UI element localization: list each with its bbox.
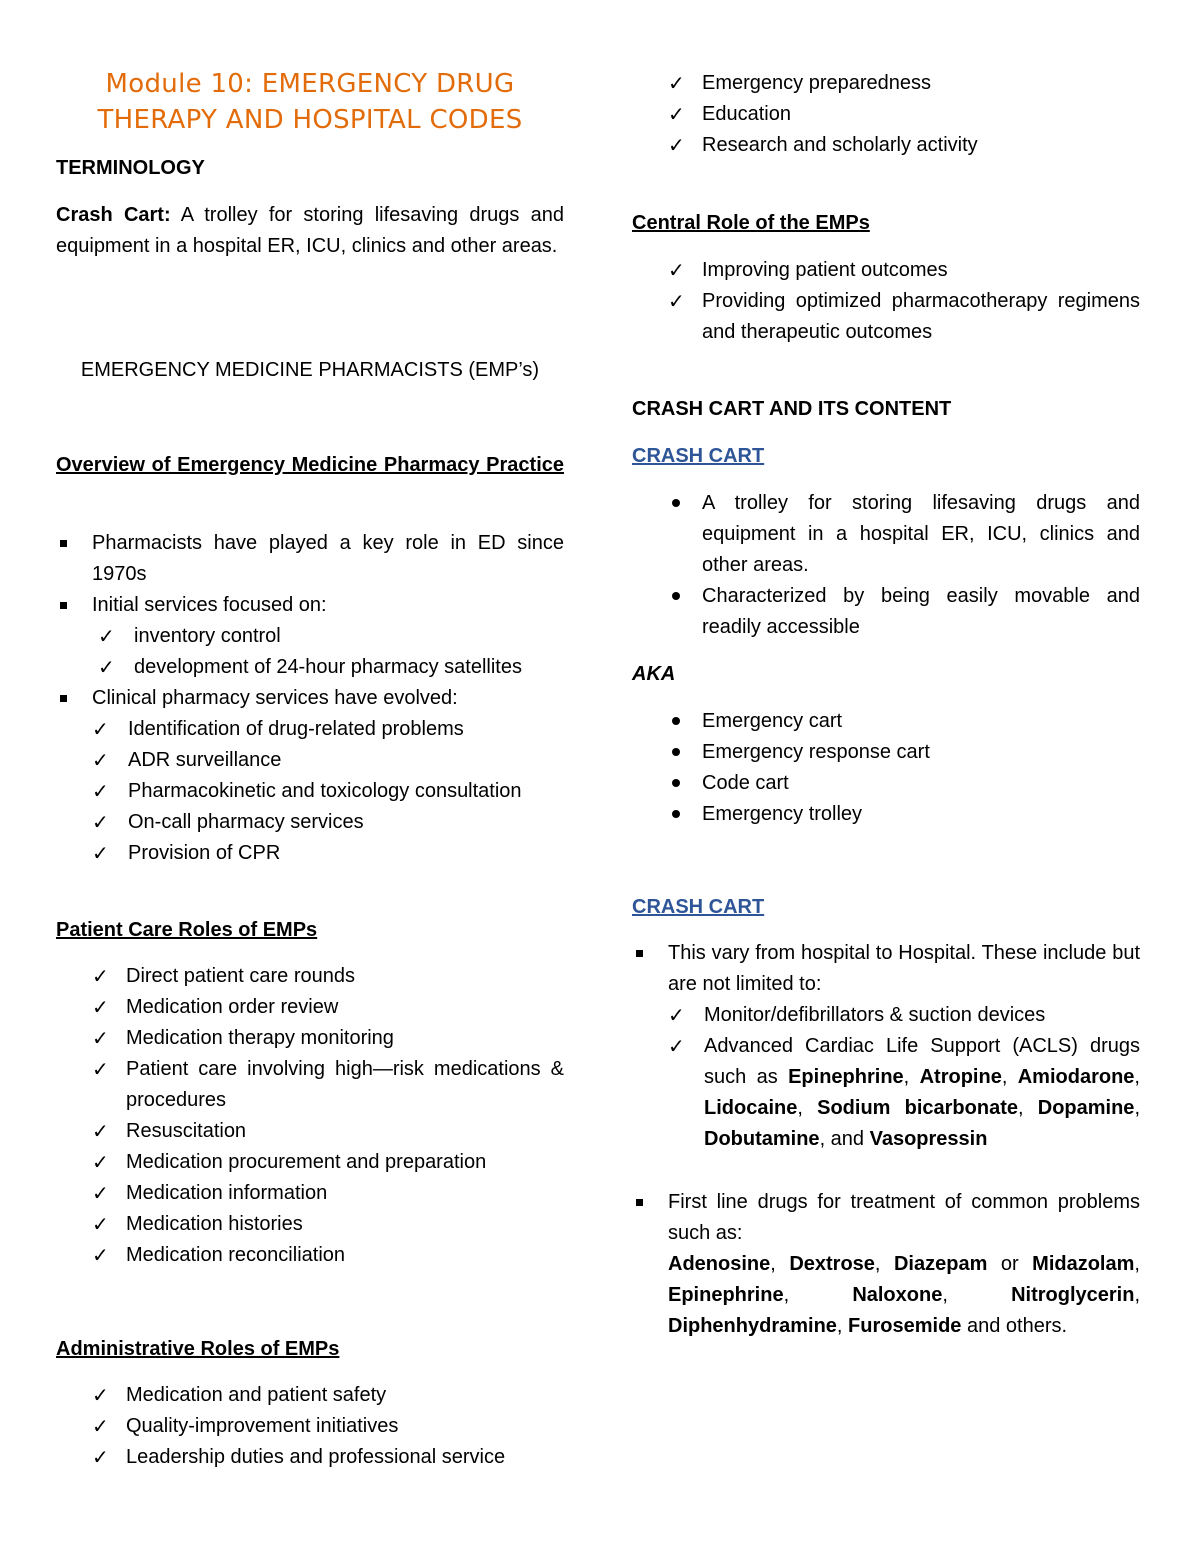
list-item: Initial services focused on: ✓ inventory control ✓ development of 24-hour pharmacy satellites xyxy=(56,590,564,683)
list-item: ✓ Improving patient outcomes xyxy=(632,255,1140,286)
crash-cart-content-heading: CRASH CART AND ITS CONTENT xyxy=(632,398,952,420)
dot-bullet-icon xyxy=(672,592,680,600)
list-item: ✓ On-call pharmacy services xyxy=(92,807,564,838)
dot-bullet-icon xyxy=(672,810,680,818)
list-item: ✓ Emergency preparedness xyxy=(632,68,1140,99)
check-icon: ✓ xyxy=(92,779,109,803)
check-icon: ✓ xyxy=(92,1150,109,1174)
list-item: Emergency cart xyxy=(632,706,1140,737)
list-item: ✓ development of 24-hour pharmacy satellites xyxy=(92,652,564,683)
check-icon: ✓ xyxy=(668,258,685,282)
square-bullet-icon xyxy=(60,602,67,609)
crash-cart-term: Crash Cart: xyxy=(56,204,171,226)
crash-cart-def-text: A trolley for storing lifesaving drugs and equipment in a hospital ER, ICU, clinics and other areas. xyxy=(56,204,564,257)
check-icon: ✓ xyxy=(92,717,109,741)
central-role-heading: Central Role of the EMPs xyxy=(632,212,870,234)
emp-heading: EMERGENCY MEDICINE PHARMACISTS (EMP’s) xyxy=(80,359,540,381)
dot-bullet-icon xyxy=(672,748,680,756)
patient-care-list xyxy=(56,961,564,1271)
list-item: Pharmacists have played a key role in ED since 1970s xyxy=(56,528,564,590)
check-icon: ✓ xyxy=(92,841,109,865)
list-item: ✓ Identification of drug-related problems xyxy=(92,714,564,745)
list-item: ✓ Resuscitation xyxy=(56,1116,564,1147)
list-item: ✓ Quality-improvement initiatives xyxy=(56,1411,564,1442)
list-item: Emergency response cart xyxy=(632,737,1140,768)
list-item: Code cart xyxy=(632,768,1140,799)
list-item: ✓ ADR surveillance xyxy=(92,745,564,776)
list-item: Characterized by being easily movable and readily accessible xyxy=(632,581,1140,643)
dot-bullet-icon xyxy=(672,779,680,787)
check-icon: ✓ xyxy=(92,1383,109,1407)
crash-cart-list xyxy=(632,488,1140,643)
list-item: ✓ Direct patient care rounds xyxy=(56,961,564,992)
admin-list xyxy=(56,1380,564,1473)
check-icon: ✓ xyxy=(92,1445,109,1469)
list-item: ✓ Medication procurement and preparation xyxy=(56,1147,564,1178)
aka-heading: AKA xyxy=(632,663,676,685)
check-icon: ✓ xyxy=(92,1119,109,1143)
square-bullet-icon xyxy=(636,1199,643,1206)
list-item: ✓ Medication and patient safety xyxy=(56,1380,564,1411)
list-item: ✓ Patient care involving high—risk medications & procedures xyxy=(56,1054,564,1116)
central-role-list xyxy=(632,255,1140,348)
overview-list xyxy=(56,528,564,869)
terminology-heading: TERMINOLOGY xyxy=(56,157,205,179)
patient-care-heading: Patient Care Roles of EMPs xyxy=(56,919,318,941)
check-icon: ✓ xyxy=(98,655,115,679)
list-item: ✓ Research and scholarly activity xyxy=(632,130,1140,161)
overview-heading xyxy=(56,450,564,481)
dot-bullet-icon xyxy=(672,499,680,507)
check-icon: ✓ xyxy=(668,289,685,313)
list-item: ✓ Leadership duties and professional service xyxy=(56,1442,564,1473)
crash-cart-definition xyxy=(56,200,564,262)
check-icon: ✓ xyxy=(92,1181,109,1205)
list-item: ✓ Medication reconciliation xyxy=(56,1240,564,1271)
square-bullet-icon xyxy=(60,695,67,702)
list-item: Clinical pharmacy services have evolved: ✓ Identification of drug-related problems ✓ ADR surveillance ✓ Pharmacokinetic and toxicology consultation ✓ On-call pharmacy services ✓ Provision of CPR xyxy=(56,683,564,869)
list-item: ✓ Monitor/defibrillators & suction devices xyxy=(668,1000,1140,1031)
list-item: ✓ Medication therapy monitoring xyxy=(56,1023,564,1054)
check-icon: ✓ xyxy=(668,102,685,126)
list-item: ✓ Advanced Cardiac Life Support (ACLS) drugs such as Epinephrine, Atropine, Amiodarone, Lidocaine, Sodium bicarbonate, Dopamine, Dobutamine, and Vasopressin xyxy=(668,1031,1140,1155)
list-item: ✓ Medication order review xyxy=(56,992,564,1023)
square-bullet-icon xyxy=(60,540,67,547)
list-item: ✓ Education xyxy=(632,99,1140,130)
list-item: ✓ inventory control xyxy=(92,621,564,652)
crash-cart-heading-2: CRASH CART xyxy=(632,896,765,918)
check-icon: ✓ xyxy=(92,995,109,1019)
crash-cart-content-list xyxy=(632,938,1140,1155)
list-item: ✓ Medication information xyxy=(56,1178,564,1209)
check-icon: ✓ xyxy=(92,1057,109,1081)
square-bullet-icon xyxy=(636,950,643,957)
list-item: ✓ Pharmacokinetic and toxicology consultation xyxy=(92,776,564,807)
crash-cart-heading-1: CRASH CART xyxy=(632,445,765,467)
list-item: First line drugs for treatment of common problems such as: Adenosine, Dextrose, Diazepam or Midazolam, Epinephrine, Naloxone, Nitroglycerin, Diphenhydramine, Furosemide and others. xyxy=(632,1187,1140,1342)
check-icon: ✓ xyxy=(92,1414,109,1438)
list-item: ✓ Medication histories xyxy=(56,1209,564,1240)
check-icon: ✓ xyxy=(668,1003,685,1027)
check-icon: ✓ xyxy=(92,1026,109,1050)
check-icon: ✓ xyxy=(98,624,115,648)
check-icon: ✓ xyxy=(668,133,685,157)
first-line-list xyxy=(632,1187,1140,1342)
list-item: ✓ Provision of CPR xyxy=(92,838,564,869)
check-icon: ✓ xyxy=(92,748,109,772)
check-icon: ✓ xyxy=(668,1034,685,1058)
dot-bullet-icon xyxy=(672,717,680,725)
check-icon: ✓ xyxy=(92,964,109,988)
top-roles-list xyxy=(632,68,1140,161)
overview-heading-text: Overview of Emergency Medicine Pharmacy Practice xyxy=(56,454,564,476)
check-icon: ✓ xyxy=(92,1212,109,1236)
list-item: Emergency trolley xyxy=(632,799,1140,830)
list-item: This vary from hospital to Hospital. These include but are not limited to: ✓ Monitor/defibrillators & suction devices ✓ Advanced Cardiac Life Support (ACLS) drugs such as Epinephrine, Atropine, Amiodarone, Lidocaine, Sodium bicarbonate, Dopamine, Dobutamine, and Vasopressin xyxy=(632,938,1140,1155)
page-title: Module 10: EMERGENCY DRUG THERAPY AND HOSPITAL CODES xyxy=(97,69,523,135)
check-icon: ✓ xyxy=(92,810,109,834)
admin-heading: Administrative Roles of EMPs xyxy=(56,1338,340,1360)
check-icon: ✓ xyxy=(92,1243,109,1267)
list-item: A trolley for storing lifesaving drugs and equipment in a hospital ER, ICU, clinics and other areas. xyxy=(632,488,1140,581)
aka-list xyxy=(632,706,1140,830)
check-icon: ✓ xyxy=(668,71,685,95)
list-item: ✓ Providing optimized pharmacotherapy regimens and therapeutic outcomes xyxy=(632,286,1140,348)
